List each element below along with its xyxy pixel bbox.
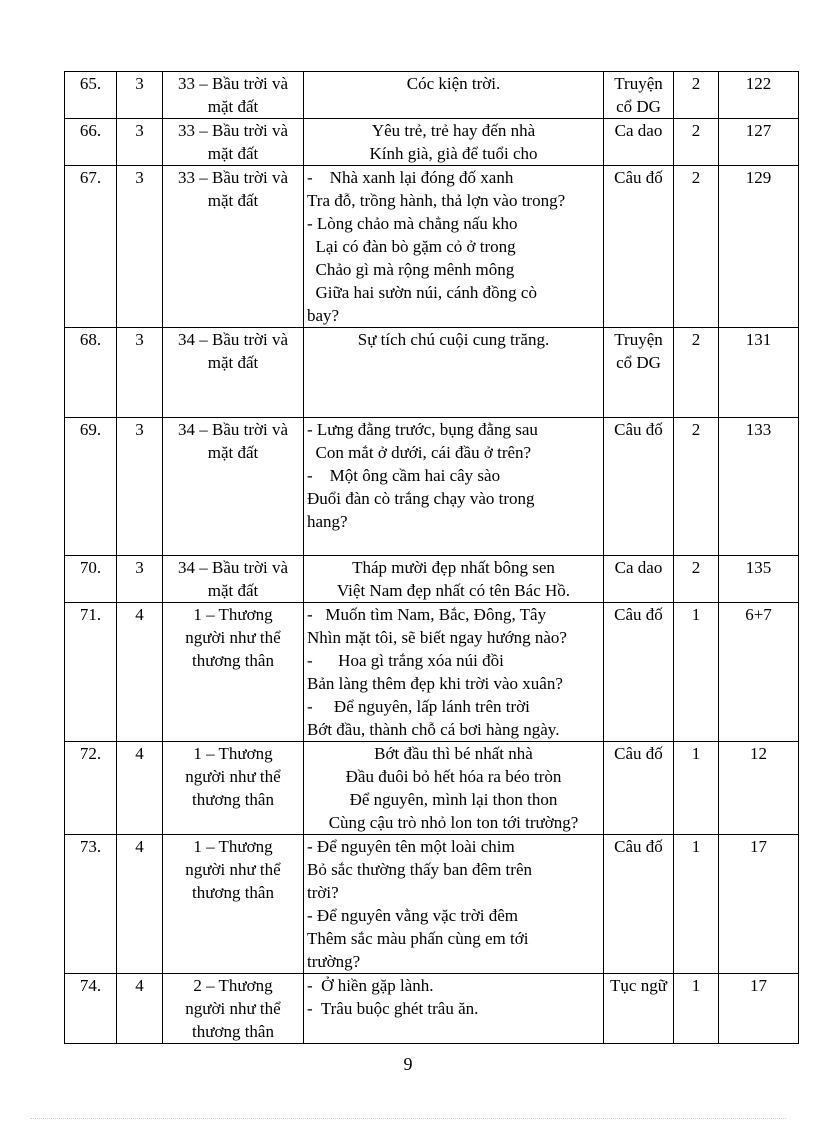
content-line: hang? (307, 512, 348, 531)
lesson-line: thương thân (192, 651, 274, 670)
content-line: bay? (307, 306, 340, 325)
lesson-line: 2 – Thương (193, 976, 273, 995)
lesson-line: mặt đất (207, 581, 259, 600)
row-number-cell: 67. (65, 166, 117, 328)
content-line: Đầu đuôi bỏ hết hóa ra béo tròn (345, 767, 562, 786)
grade-cell: 4 (117, 603, 163, 742)
genre-line: Ca dao (614, 121, 663, 140)
lesson-cell (163, 119, 304, 166)
volume-cell: 1 (674, 835, 719, 974)
lesson-line: mặt đất (207, 353, 259, 372)
volume-cell: 2 (674, 119, 719, 166)
genre-line: cổ DG (616, 97, 661, 116)
content-line: Việt Nam đẹp nhất có tên Bác Hồ. (336, 581, 571, 600)
table-row (65, 835, 799, 974)
lesson-line: thương thân (192, 883, 274, 902)
genre-cell (604, 119, 674, 166)
table-row (65, 603, 799, 742)
grade-cell: 3 (117, 556, 163, 603)
page-number: 9 (403, 1054, 413, 1074)
genre-line: Truyện (614, 74, 663, 93)
lesson-line: người như thể (185, 628, 281, 647)
genre-cell (604, 742, 674, 835)
genre-line: Câu đố (614, 744, 663, 763)
genre-cell (604, 974, 674, 1044)
lesson-line: thương thân (192, 790, 274, 809)
content-line: Chảo gì mà rộng mênh mông (307, 260, 515, 279)
row-number-cell: 70. (65, 556, 117, 603)
page-cell: 133 (719, 418, 799, 556)
content-cell (304, 603, 604, 742)
lesson-cell (163, 835, 304, 974)
content-line: Yêu trẻ, trẻ hay đến nhà (371, 121, 536, 140)
genre-cell (604, 556, 674, 603)
content-line: trời? (307, 883, 339, 902)
genre-line: cổ DG (616, 353, 661, 372)
content-line: Tháp mười đẹp nhất bông sen (352, 558, 555, 577)
content-line: - Nhà xanh lại đóng đố xanh (307, 168, 514, 187)
content-cell (304, 72, 604, 119)
content-cell (304, 974, 604, 1044)
genre-line: Truyện (614, 330, 663, 349)
row-number-cell: 68. (65, 328, 117, 418)
table-row (65, 556, 799, 603)
lesson-line: 34 – Bầu trời và (177, 558, 289, 577)
lesson-line: mặt đất (207, 97, 259, 116)
page-cell: 17 (719, 835, 799, 974)
lesson-line: mặt đất (207, 144, 259, 163)
grade-cell: 4 (117, 742, 163, 835)
content-line: - Trâu buộc ghét trâu ăn. (307, 999, 479, 1018)
lesson-line: người như thể (185, 999, 281, 1018)
lesson-cell (163, 556, 304, 603)
lesson-line: mặt đất (207, 191, 259, 210)
grade-cell: 3 (117, 166, 163, 328)
grade-cell: 3 (117, 72, 163, 119)
genre-line: Câu đố (614, 605, 663, 624)
genre-cell (604, 603, 674, 742)
content-line: - Lưng đằng trước, bụng đằng sau (307, 420, 538, 439)
content-cell (304, 119, 604, 166)
genre-line: Câu đố (614, 837, 663, 856)
page-cell: 12 (719, 742, 799, 835)
content-line: Đuổi đàn cò trắng chạy vào trong (307, 489, 535, 508)
lesson-cell (163, 72, 304, 119)
genre-line: Câu đố (614, 420, 663, 439)
page-cell: 127 (719, 119, 799, 166)
grade-cell: 4 (117, 835, 163, 974)
row-number-cell: 69. (65, 418, 117, 556)
content-line: Tra đỗ, trồng hành, thả lợn vào trong? (307, 191, 566, 210)
content-line: Con mắt ở dưới, cái đầu ở trên? (307, 443, 532, 462)
volume-cell: 2 (674, 72, 719, 119)
lesson-line: 33 – Bầu trời và (177, 74, 289, 93)
volume-cell: 1 (674, 603, 719, 742)
volume-cell: 1 (674, 974, 719, 1044)
content-line: - Lòng chảo mà chẳng nấu kho (307, 214, 518, 233)
row-number-cell: 74. (65, 974, 117, 1044)
page-cell: 131 (719, 328, 799, 418)
table-row (65, 328, 799, 418)
content-line: Sự tích chú cuội cung trăng. (357, 330, 550, 349)
genre-cell (604, 835, 674, 974)
lesson-line: 34 – Bầu trời và (177, 420, 289, 439)
content-line: - Muốn tìm Nam, Bắc, Đông, Tây (307, 605, 547, 624)
table-row (65, 119, 799, 166)
content-line: Nhìn mặt tôi, sẽ biết ngay hướng nào? (307, 628, 567, 647)
lesson-cell (163, 166, 304, 328)
content-cell (304, 166, 604, 328)
genre-cell (604, 328, 674, 418)
content-cell (304, 328, 604, 418)
lesson-line: 1 – Thương (193, 744, 273, 763)
row-number-cell: 73. (65, 835, 117, 974)
table-row (65, 742, 799, 835)
row-number-cell: 71. (65, 603, 117, 742)
volume-cell: 2 (674, 556, 719, 603)
content-line: - Hoa gì trắng xóa núi đồi (307, 651, 504, 670)
content-line: - Ở hiền gặp lành. (307, 976, 434, 995)
content-line: Cùng cậu trò nhỏ lon ton tới trường? (328, 813, 579, 832)
page-cell: 122 (719, 72, 799, 119)
genre-cell (604, 166, 674, 328)
genre-line: Ca dao (614, 558, 663, 577)
content-cell (304, 742, 604, 835)
table-row (65, 974, 799, 1044)
lesson-line: thương thân (192, 1022, 274, 1041)
page-cell: 17 (719, 974, 799, 1044)
content-line: Cóc kiện trời. (406, 74, 501, 93)
literature-table (64, 71, 799, 1044)
content-cell (304, 418, 604, 556)
genre-line: Tục ngữ (610, 976, 667, 995)
content-line: Bớt đầu thì bé nhất nhà (374, 744, 533, 763)
lesson-line: 33 – Bầu trời và (177, 121, 289, 140)
volume-cell: 2 (674, 328, 719, 418)
lesson-line: 34 – Bầu trời và (177, 330, 289, 349)
genre-cell (604, 72, 674, 119)
volume-cell: 2 (674, 418, 719, 556)
lesson-line: mặt đất (207, 443, 259, 462)
volume-cell: 1 (674, 742, 719, 835)
lesson-cell (163, 418, 304, 556)
lesson-cell (163, 328, 304, 418)
lesson-line: người như thể (185, 860, 281, 879)
content-line: Bớt đầu, thành chỗ cá bơi hàng ngày. (307, 720, 560, 739)
page-cell: 6+7 (719, 603, 799, 742)
content-line: - Để nguyên tên một loài chim (307, 837, 515, 856)
lesson-line: 33 – Bầu trời và (177, 168, 289, 187)
content-line: Giữa hai sườn núi, cánh đồng cò (307, 283, 537, 302)
lesson-line: người như thể (185, 767, 281, 786)
grade-cell: 3 (117, 418, 163, 556)
footer-divider (30, 1118, 786, 1119)
content-line: - Một ông cầm hai cây sào (307, 466, 501, 485)
genre-cell (604, 418, 674, 556)
content-line: Bản làng thêm đẹp khi trời vào xuân? (307, 674, 563, 693)
volume-cell: 2 (674, 166, 719, 328)
content-line: trường? (307, 952, 361, 971)
content-line: Thêm sắc màu phấn cùng em tới (307, 929, 529, 948)
lesson-cell (163, 742, 304, 835)
page-cell: 129 (719, 166, 799, 328)
content-line: - Để nguyên, lấp lánh trên trời (307, 697, 530, 716)
grade-cell: 3 (117, 328, 163, 418)
row-number-cell: 65. (65, 72, 117, 119)
table-row (65, 166, 799, 328)
page-cell: 135 (719, 556, 799, 603)
content-cell (304, 835, 604, 974)
grade-cell: 4 (117, 974, 163, 1044)
content-line: Lại có đàn bò gặm cỏ ở trong (307, 237, 516, 256)
table-row (65, 72, 799, 119)
lesson-cell (163, 974, 304, 1044)
lesson-line: 1 – Thương (193, 605, 273, 624)
lesson-line: 1 – Thương (193, 837, 273, 856)
content-line: Để nguyên, mình lại thon thon (349, 790, 558, 809)
grade-cell: 3 (117, 119, 163, 166)
lesson-cell (163, 603, 304, 742)
genre-line: Câu đố (614, 168, 663, 187)
row-number-cell: 72. (65, 742, 117, 835)
row-number-cell: 66. (65, 119, 117, 166)
content-line: Kính già, già để tuổi cho (369, 144, 538, 163)
table-row (65, 418, 799, 556)
content-cell (304, 556, 604, 603)
content-line: - Để nguyên vằng vặc trời đêm (307, 906, 519, 925)
content-line: Bỏ sắc thường thấy ban đêm trên (307, 860, 532, 879)
